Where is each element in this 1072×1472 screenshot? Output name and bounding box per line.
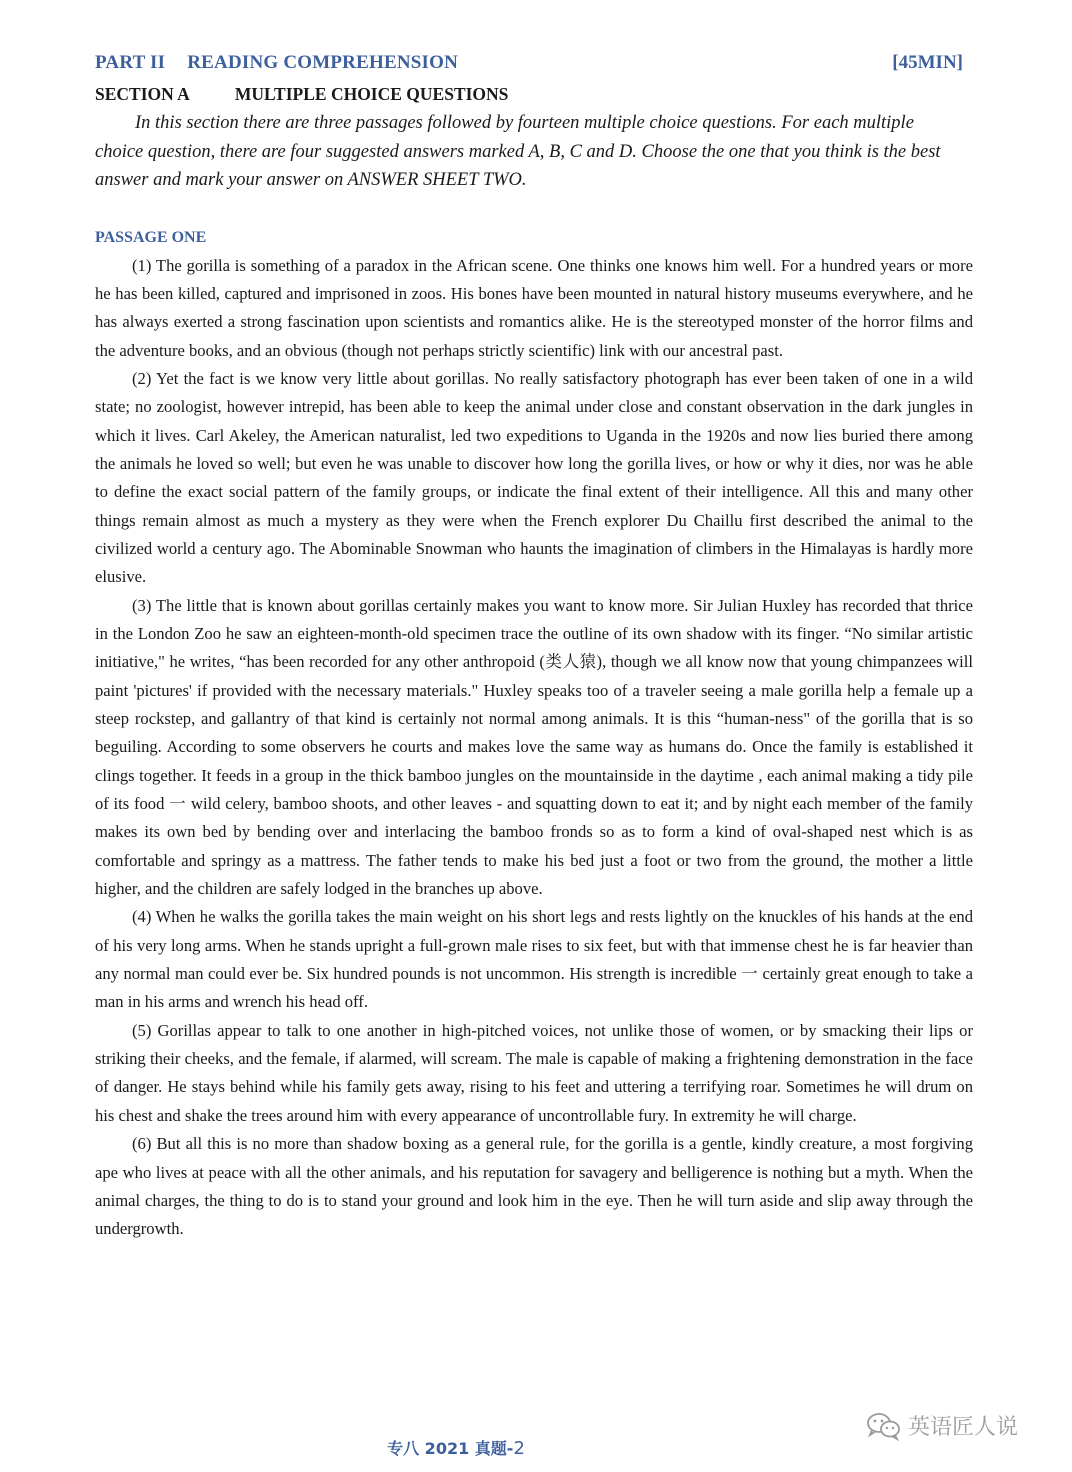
paragraph-2: (2) Yet the fact is we know very little about gorillas. No really satisfactory photograph has ever been taken of one in a wild state; no zoologist, however intrepid, has been able to keep the animal under close and constant observation in the dark jungles in which it lives. Carl Akeley, the American naturalist, led two expeditions to Uganda in the 1920s and now lies buried there among the animals he loved so well; but even he was unable to discover how long the gorilla lives, or how or why it dies, nor was he able to define the exact social pattern of the family groups, or indicate the final extent of their intelligence. All this and many other things remain almost as much a mystery as they were when the French explorer Du Chaillu first described the animal to the civilized world a century ago. The Abominable Snowman who haunts the imagination of climbers in the Himalayas is hardly more elusive.: [95, 368, 973, 587]
paragraph-3: (3) The little that is known about gorillas certainly makes you want to know more. Sir Julian Huxley has recorded that thrice in the London Zoo he saw an eighteen-month-old specimen trace the outline of its own shadow with its finger. “No similar artistic initiative," he writes, “has been recorded for any other anthropoid (类人猿), though we all know now that young chimpanzees will paint 'pictures' if provided with the necessary materials." Huxley speaks too of a traveler seeing a male gorilla help a female up a steep rockstep, and gallantry of that kind is certainly not normal among animals. It is this “human-ness" of the gorilla that is so beguiling. According to some observers he courts and makes love the same way as humans do. Once the family is established it clings together. It feeds in a group in the thick bamboo jungles on the mountainside in the daytime , each animal making a tidy pile of its food 一 wild celery, bamboo shoots, and other leaves - and squatting down to eat it; and by night each member of the family makes its own bed by bending over and interlacing the bamboo fronds so as to form a kind of oval-shaped nest which is as comfortable and springy as a mattress. The father tends to make his bed just a foot or two from the ground, the mother a little higher, and the children are safely lodged in the branches up above.: [95, 595, 973, 899]
instructions: In this section there are three passages followed by fourteen multiple choice questions. For each multiple choice question, there are four suggested answers marked A, B, C and D. Choose the one that you think is the best answer and mark your answer on ANSWER SHEET TWO.: [95, 113, 941, 190]
footer-label: 专八 2021 真题-: [387, 1439, 514, 1458]
part-title: READING COMPREHENSION: [187, 52, 458, 73]
part-heading: [95, 52, 458, 74]
part-number: PART II: [95, 52, 166, 73]
paragraph-4: (4) When he walks the gorilla takes the main weight on his short legs and rests lightly on the knuckles of his hands at the end of his very long arms. When he stands upright a full-grown male rises to six feet, but with that immense chest he is far heavier than any normal man could ever be. Six hundred pounds is not uncommon. His strength is incredible 一 certainly great enough to take a man in his arms and wrench his head off.: [95, 907, 973, 1012]
page-footer: [0, 1436, 912, 1459]
section-heading: [95, 80, 973, 109]
section-title: MULTIPLE CHOICE QUESTIONS: [234, 84, 509, 104]
exam-page: [95, 52, 973, 1244]
passage-title: PASSAGE ONE: [95, 228, 207, 246]
paragraph-6: (6) But all this is no more than shadow boxing as a general rule, for the gorilla is a gentle, kindly creature, a most forgiving ape who lives at peace with all the other animals, and his reputation for savagery and belligerence is nothing but a myth. When the animal charges, the thing to do is to stand your ground and look him in the eye. Then he will turn aside and slip away through the undergrowth.: [95, 1134, 973, 1239]
watermark-text: 英语匠人说: [908, 1415, 1019, 1440]
page-number: 2: [513, 1438, 525, 1459]
part-header: [95, 52, 973, 80]
time-limit: [45MIN]: [892, 52, 963, 73]
paragraph-5: (5) Gorillas appear to talk to one another in high-pitched voices, not unlike those of women, or by smacking their lips or striking their cheeks, and the female, if alarmed, will scream. The male is capable of making a frightening demonstration in the face of danger. He stays behind while his family gets away, rising to his feet and uttering a terrifying roar. Sometimes he will drum on his chest and shake the trees around him with every appearance of uncontrollable fury. In extremity he will charge.: [95, 1020, 973, 1125]
paragraph-1: (1) The gorilla is something of a paradox in the African scene. One thinks one knows him well. For a hundred years or more he has been killed, captured and imprisoned in zoos. His bones have been mounted in natural history museums everywhere, and he has always exerted a strong fascination upon scientists and romantics alike. He is the stereotyped monster of the horror films and the adventure books, and an obvious (though not perhaps strictly scientific) link with our ancestral past.: [95, 255, 973, 360]
section-label: SECTION A: [95, 84, 190, 104]
